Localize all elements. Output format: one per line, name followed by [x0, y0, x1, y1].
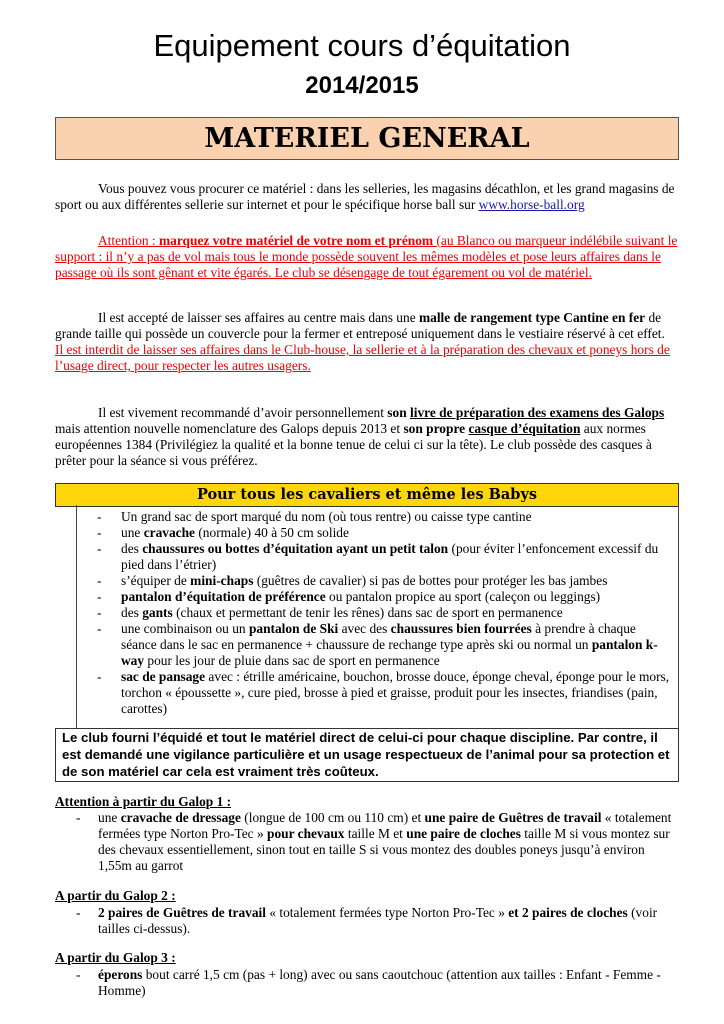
club-notice: Le club fourni l’équidé et tout le matériel direct de celui-ci pour chaque discipline. Par contre, il est demandé une vigilance particulière et un usage respectueux de l’animal pour sa protection et de son matériel car cela est vraiment très coûteux. — [55, 728, 679, 782]
galop-1-heading: Attention à partir du Galop 1 : — [55, 794, 232, 809]
horse-ball-link[interactable]: www.horse-ball.org — [478, 197, 585, 212]
galop-3-item: - éperons bout carré 1,5 cm (pas + long) avec ou sans caoutchouc (attention aux tailles : Enfant - Femme - Homme) — [76, 967, 661, 998]
list-item: - s’équiper de mini-chaps (guêtres de cavalier) si pas de bottes pour protéger les bas jambes — [97, 573, 672, 589]
intro-paragraph: Vous pouvez vous procurer ce matériel : dans les selleries, les magasins décathlon, et les grand magasins de sport ou aux différentes sellerie sur internet et pour le spécifique horse ball sur www.horse-ball.org — [55, 181, 675, 212]
list-item: - Un grand sac de sport marqué du nom (où tous rentre) ou caisse type cantine — [97, 509, 672, 525]
equipment-list-box — [76, 505, 679, 728]
forbidden-notice: Il est interdit de laisser ses affaires dans le Club-house, la sellerie et à la préparation des chevaux et poneys hors de l’usage direct, pour respecter les autres usagers. — [55, 342, 670, 373]
galop-2-heading: A partir du Galop 2 : — [55, 888, 176, 903]
list-item: - une combinaison ou un pantalon de Ski avec des chaussures bien fourrées à prendre à chaque séance dans le sac en permanence + chaussure de rechange type après ski ou normal un pantalon k-way pour les jour de pluie dans sac de sport en permanence — [97, 621, 672, 669]
list-item: - des gants (chaux et permettant de tenir les rênes) dans sac de sport en permanence — [97, 605, 672, 621]
page-title: Equipement cours d’équitation — [153, 28, 571, 63]
storage-paragraph: Il est accepté de laisser ses affaires au centre mais dans une malle de rangement type Cantine en fer de grande taille qui possède un couvercle pour la fermer et entreposé uniquement dans le vestiaire réservé à cet effet. Il est interdit de laisser ses affaires dans le Club-house, la sellerie et à la préparation des chevaux et poneys hors de l’usage direct, pour respecter les autres usagers. — [55, 310, 670, 373]
list-item: - pantalon d’équitation de préférence ou pantalon propice au sport (caleçon ou leggings) — [97, 589, 672, 605]
list-heading: Pour tous les cavaliers et même les Babys — [55, 483, 679, 507]
galop-1-item: - une cravache de dressage (longue de 100 cm ou 110 cm) et une paire de Guêtres de travail « totalement fermées type Norton Pro-Tec » pour chevaux taille M et une paire de cloches taille M si vous montez sur des chevaux essentiellement, sinon tout en taille S si vous montez des doubles poneys jusqu’à environ 1,55m au garrot — [76, 810, 672, 873]
list-item: - une cravache (normale) 40 à 50 cm solide — [97, 525, 672, 541]
galop-3-heading: A partir du Galop 3 : — [55, 950, 176, 965]
section-banner: MATERIEL GENERAL — [55, 117, 679, 160]
list-item: - sac de pansage avec : étrille américaine, bouchon, brosse douce, éponge cheval, éponge pour le mors, torchon « époussette », cure pied, brosse à pied et graisse, produit pour les insectes, friandises (pain, carottes) — [97, 669, 672, 717]
galop-2-item: - 2 paires de Guêtres de travail « totalement fermées type Norton Pro-Tec » et 2 paires de cloches (voir tailles ci-dessus). — [76, 905, 658, 936]
list-item: - des chaussures ou bottes d’équitation ayant un petit talon (pour éviter l’enfoncement excessif du pied dans l’étrier) — [97, 541, 672, 573]
recommendation-paragraph: Il est vivement recommandé d’avoir personnellement son livre de préparation des examens des Galops mais attention nouvelle nomenclature des Galops depuis 2013 et son propre casque d’équitation aux normes européennes 1384 (Privilégiez la qualité et la bonne tenue de celui ci sur la tête). Le club possède des casques à prêter pour la séance si vous préférez. — [55, 405, 665, 468]
attention-paragraph: Attention : marquez votre matériel de votre nom et prénom (au Blanco ou marqueur indélébile suivant le support : il n’y a pas de vol mais tous le monde possède souvent les mêmes modèles et pose leurs affaires dans le passage où ils sont gênant et vite égarés. Le club se désengage de tout égarement ou vol de matériel. — [55, 233, 678, 280]
school-year: 2014/2015 — [305, 72, 419, 99]
